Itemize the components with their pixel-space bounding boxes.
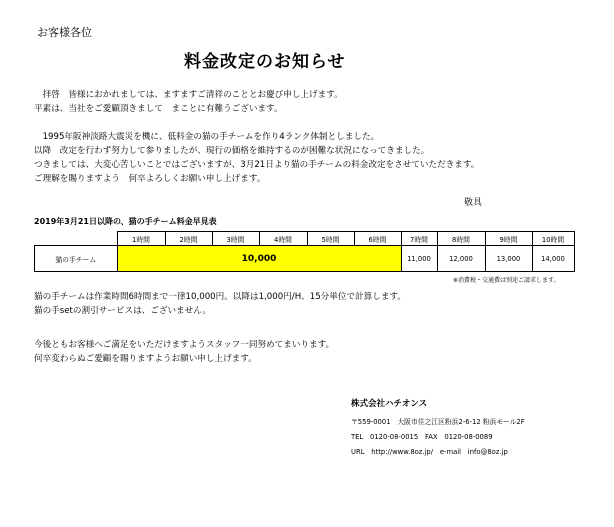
text-line: 平素は、当社をご愛顧頂きまして まことに有難うございます。 — [34, 104, 283, 114]
page-title: 料金改定のお知らせ — [184, 52, 346, 72]
price-cell: 11,000 — [401, 246, 437, 272]
price-table-title: 2019年3月21日以降の、猫の手チーム料金早見表 — [34, 217, 217, 226]
text-line: 何卒変わらぬご愛顧を賜りますようお願い申し上げます。 — [34, 354, 257, 364]
text-line: 1995年阪神淡路大震災を機に、低料金の猫の手チームを作り4ランク体制としました。 — [34, 132, 380, 142]
hour-header: 2時間 — [165, 232, 212, 246]
corner-cell — [35, 232, 118, 246]
flat-price-cell: 10,000 — [117, 246, 401, 272]
tax-note: ※消費税・交通費は別途ご請求します。 — [453, 277, 560, 284]
price-row — [35, 246, 575, 272]
greeting-paragraph — [34, 88, 343, 116]
body-paragraph — [34, 130, 479, 186]
company-address: 〒559-0001 大阪市住之江区粉浜2-6-12 粉浜モール2F — [351, 418, 525, 426]
price-table — [34, 231, 575, 272]
company-web: URL http://www.8oz.jp/ e-mail info@8oz.jp — [351, 448, 508, 456]
header-row — [35, 232, 575, 246]
hour-header: 10時間 — [532, 232, 574, 246]
price-cell: 14,000 — [532, 246, 574, 272]
text-line: 以降 改定を行わず努力して参りましたが、現行の価格を維持するのが困難な状況になってきました。 — [34, 146, 430, 156]
hour-header: 3時間 — [212, 232, 259, 246]
hour-header: 4時間 — [259, 232, 307, 246]
price-cell: 12,000 — [437, 246, 485, 272]
company-name: 株式会社ハチオンス — [351, 399, 428, 409]
details-paragraph — [34, 290, 406, 318]
hour-header: 1時間 — [117, 232, 165, 246]
hour-header: 6時間 — [354, 232, 401, 246]
closing-paragraph — [34, 338, 334, 366]
row-label: 猫の手チーム — [35, 246, 118, 272]
closing-word: 敬具 — [464, 198, 483, 208]
price-cell: 13,000 — [485, 246, 532, 272]
hour-header: 5時間 — [307, 232, 354, 246]
hour-header: 9時間 — [485, 232, 532, 246]
text-line: 猫の手チームは作業時間6時間まで一律10,000円。以降は1,000円/H、15分単位で計算します。 — [34, 292, 406, 302]
company-phone: TEL 0120-08-0015 FAX 0120-08-0089 — [351, 433, 493, 441]
addressee: お客様各位 — [37, 26, 92, 39]
text-line: 拝啓 皆様におかれましては、ますますご清祥のこととお慶び申し上げます。 — [34, 90, 343, 100]
text-line: ご理解を賜りますよう 何卒よろしくお願い申し上げます。 — [34, 174, 266, 184]
hour-header: 8時間 — [437, 232, 485, 246]
text-line: 今後ともお客様へご満足をいただけますようスタッフ一同努めてまいります。 — [34, 340, 335, 350]
text-line: つきましては、大変心苦しいことではございますが、3月21日より猫の手チームの料金改定をさせていただきます。 — [34, 160, 480, 170]
hour-header: 7時間 — [401, 232, 437, 246]
text-line: 猫の手setの割引サービスは、ございません。 — [34, 306, 211, 316]
